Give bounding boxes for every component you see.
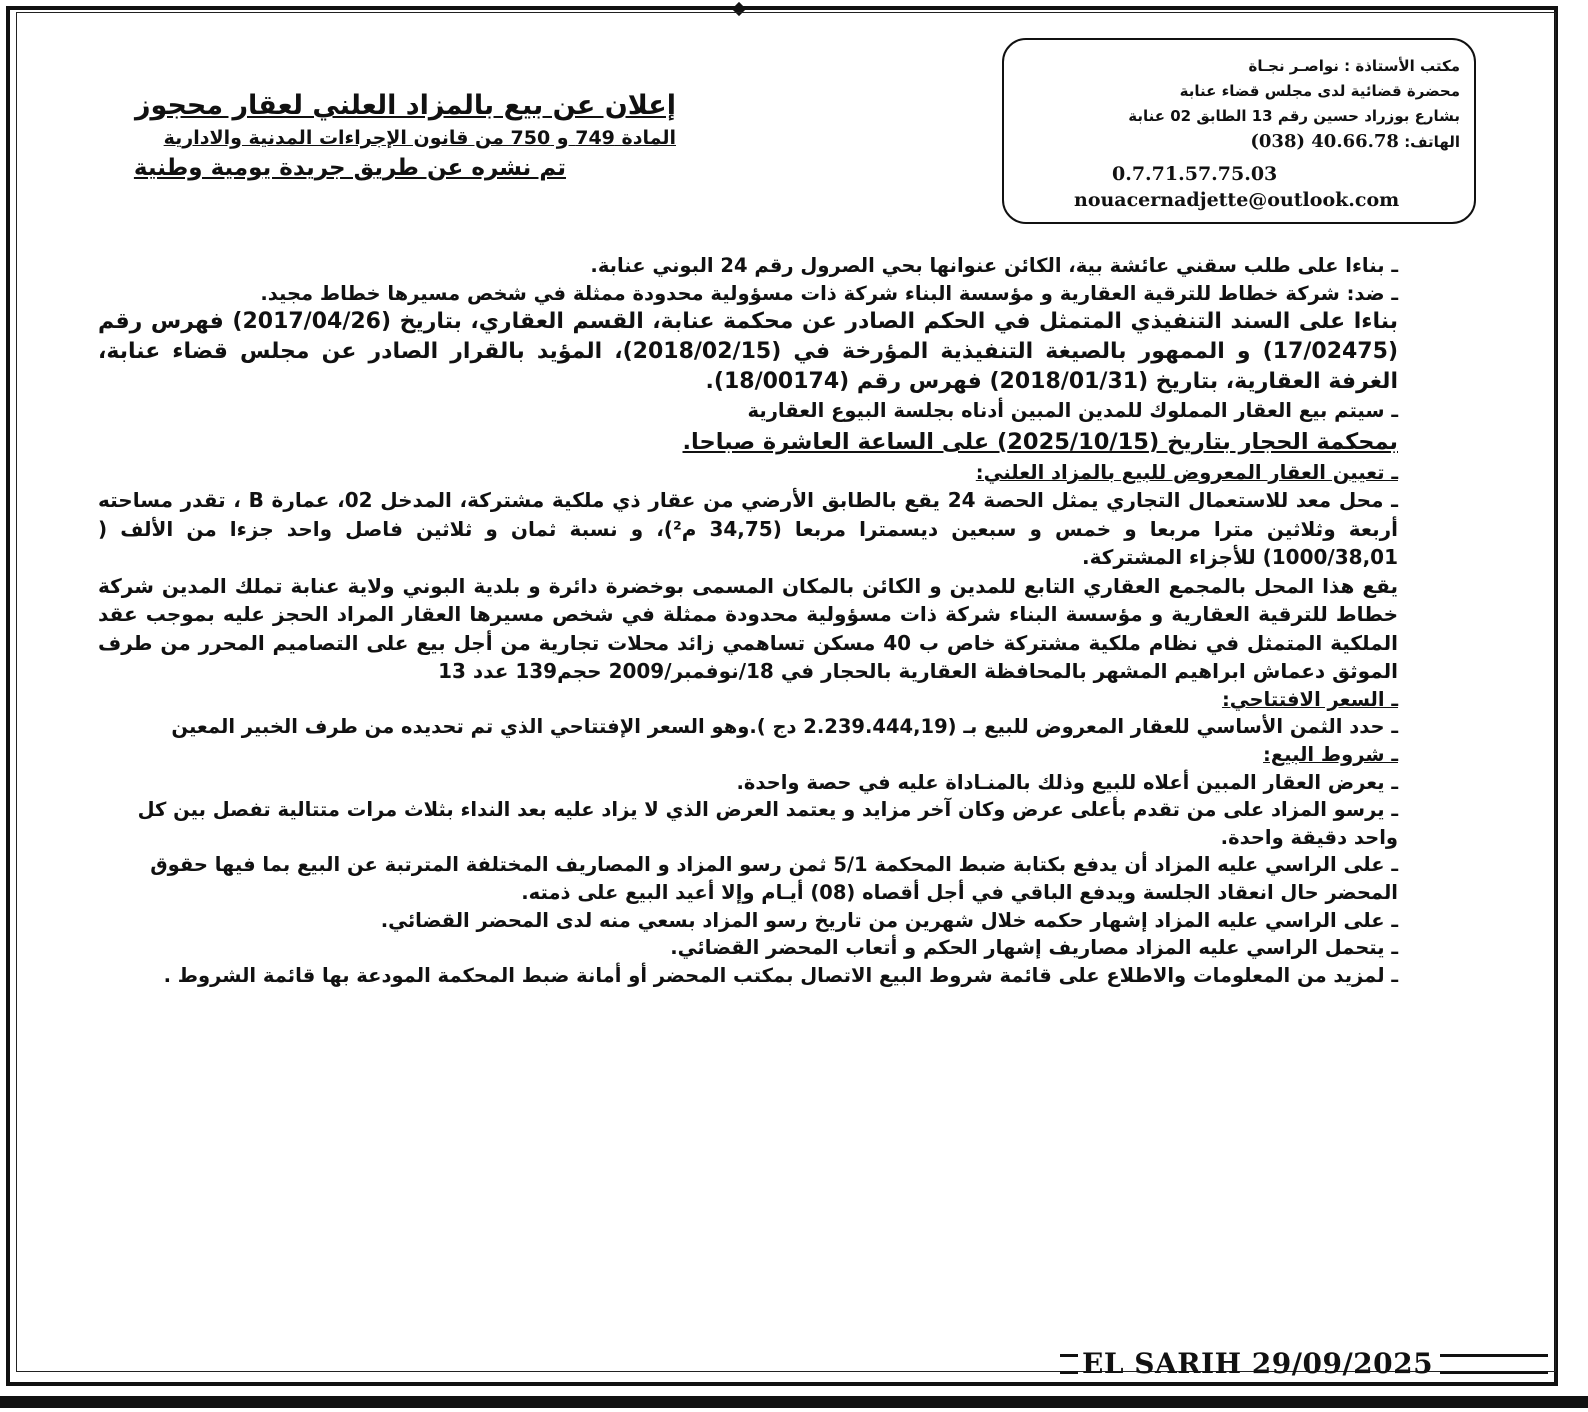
office-phone-line <box>1018 129 1460 155</box>
condition-payment: ـ على الراسي عليه المزاد أن يدفع بكتابة ضبط المحكمة 5/1 ثمن رسو المزاد و المصاريف المختلفة المترتبة عن البيع بما فيها حقوق المحضر حال انعقاد الجلسة ويدفع الباقي في أجل أقصاه (08) أيـام وإلا أعيد البيع على ذمته. <box>150 853 1398 905</box>
notice-body <box>98 252 1398 989</box>
paragraph-property-description: ـ محل معد للاستعمال التجاري يمثل الحصة 24 يقع بالطابق الأرضي من عقار ذي ملكية مشتركة، المدخل 02، عمارة B ، تقدر مساحته أربعة وثلاثين مترا مربعا و خمس و سبعين ديسمترا مربعا (34,75 م²)، و نسبة ثمان و ثلاثين فاصل واحد جزءا من الألف ( 1000/38,01) للأجزاء المشتركة. <box>98 488 1398 570</box>
condition-single-lot: ـ يعرض العقار المبين أعلاه للبيع وذلك بالمنـاداة عليه في حصة واحدة. <box>736 770 1398 794</box>
title-block <box>96 88 676 184</box>
paragraph-judgment: بناءا على السند التنفيذي المتمثل في الحكم الصادر عن محكمة عنابة، القسم العقاري، بتاريخ (2017/04/26) فهرس رقم (17/02475) و الممهور بالصيغة التنفيذية المؤرخة في (2018/02/15)، المؤيد بالقرار الصادر عن مجلس قضاء عنابة، الغرفة العقارية، بتاريخ (2018/01/31) فهرس رقم (18/00174). <box>98 309 1398 395</box>
paragraph-property-location: يقع هذا المحل بالمجمع العقاري التابع للمدين و الكائن بالمكان المسمى بوخضرة دائرة و بلدية البوني ولاية عنابة تملك المدين شركة خطاط للترقية العقارية و مؤسسة البناء شركة ذات مسؤولية محدودة ممثلة في شخص مسيرها العقار المراد الحجز عليه بموجب عقد الملكية المتمثل في نظام ملكية مشتركة خاص ب 40 مسكن تساهمي زائد محلات تجارية من أجل بيع على التصاميم المحرر من طرف الموثق دعماش ابراهيم المشهر بالمحافظة العقارية بالحجار في 18/نوفمبر/2009 حجم139 عدد 13 <box>98 573 1398 684</box>
footer-rule-left <box>1060 1354 1078 1374</box>
sale-date-line: بمحكمة الحجار بتاريخ (2025/10/15) على الساعة العاشرة صباحا. <box>682 428 1398 455</box>
mobile-number: 0.7.71.57.75.03 <box>1112 163 1278 185</box>
paragraph-opening-price: ـ حدد الثمن الأساسي للعقار المعروض للبيع بـ (2.239.444,19 دج ).وهو السعر الإفتتاحي الذي تم تحديده من طرف الخبير المعين <box>171 715 1398 739</box>
condition-publication: ـ على الراسي عليه المزاد إشهار حكمه خلال شهرين من تاريخ رسو المزاد بسعي منه لدى المحضر القضائي. <box>380 908 1398 932</box>
heading-sale-conditions: ـ شروط البيع: <box>1263 743 1398 767</box>
main-title: إعلان عن بيع بالمزاد العلني لعقار محجوز <box>134 90 676 121</box>
publication-note: تم نشره عن طريق جريدة يومية وطنية <box>133 155 566 181</box>
phone-number: (038) 40.66.78 <box>1250 131 1399 152</box>
paragraph-requester: ـ بناءا على طلب سقني عائشة بية، الكائن عنوانها بحي الصرول رقم 24 البوني عنابة. <box>590 254 1398 277</box>
bottom-rule <box>0 1396 1588 1408</box>
footer <box>1060 1346 1558 1382</box>
condition-information: ـ لمزيد من المعلومات والاطلاع على قائمة شروط البيع الاتصال بمكتب المحضر أو أمانة ضبط المحكمة المودعة بها قائمة الشروط . <box>163 963 1398 987</box>
office-name: مكتب الأستاذة : نواصـر نجـاة <box>1248 57 1460 75</box>
article-reference: المادة 749 و 750 من قانون الإجراءات المدنية والادارية <box>163 127 676 149</box>
condition-highest-bid: ـ يرسو المزاد على من تقدم بأعلى عرض وكان آخر مزايد و يعتمد العرض الذي لا يزاد عليه بعد النداء بثلاث مرات متتالية تفصل بين كل واحد دقيقة واحدة. <box>137 798 1398 849</box>
paragraph-defendant: ـ ضد: شركة خطاط للترقية العقارية و مؤسسة البناء شركة ذات مسؤولية محدودة ممثلة في شخص مسيرها خطاط مجيد. <box>260 281 1398 305</box>
office-address: بشارع بوزراد حسين رقم 13 الطابق 02 عنابة <box>1128 107 1460 125</box>
heading-opening-price: ـ السعر الافتتاحي: <box>1221 687 1398 711</box>
paragraph-sale-session: ـ سيتم بيع العقار المملوك للمدين المبين أدناه بجلسة البيوع العقارية <box>747 399 1398 423</box>
office-role: محضرة قضائية لدى مجلس قضاء عنابة <box>1179 82 1460 100</box>
email-address: nouacernadjette@outlook.com <box>1074 189 1400 211</box>
contact-box <box>1002 38 1476 224</box>
condition-fees: ـ يتحمل الراسي عليه المزاد مصاريف إشهار الحكم و أتعاب المحضر القضائي. <box>670 936 1398 960</box>
newspaper-date: EL SARIH 29/09/2025 <box>1082 1347 1434 1380</box>
heading-property: ـ تعيين العقار المعروض للبيع بالمزاد العلني: <box>975 460 1398 484</box>
phone-label: الهاتف: <box>1404 133 1460 151</box>
footer-rule-right <box>1440 1354 1548 1374</box>
